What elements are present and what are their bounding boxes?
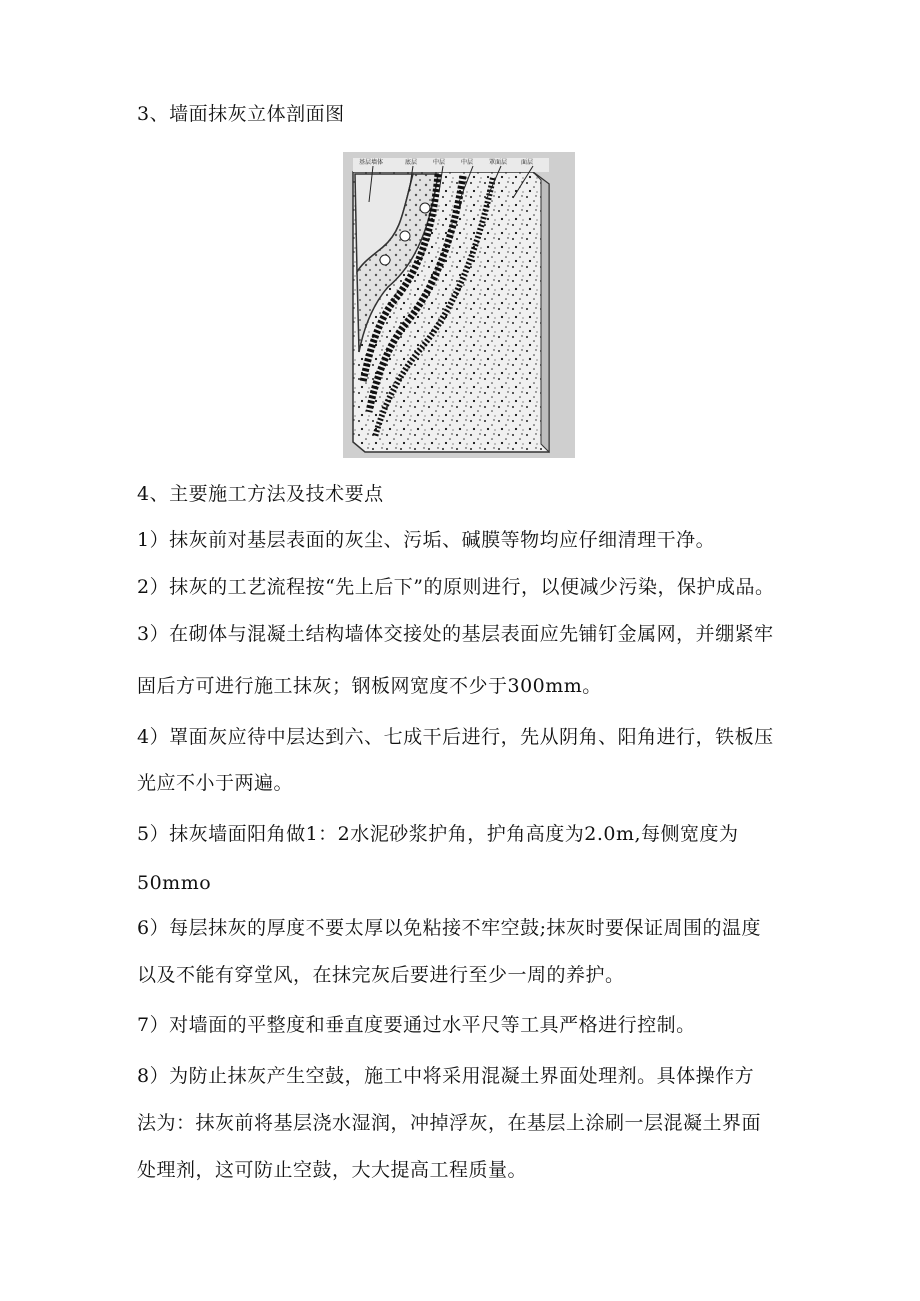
body-line: 以及不能有穿堂风，在抹完灰后要进行至少一周的养护。 <box>137 964 625 986</box>
body-line: 4）罩面灰应待中层达到六、七成干后进行，先从阴角、阳角进行，铁板压 <box>137 726 774 748</box>
body-line: 7）对墙面的平整度和垂直度要通过水平尺等工具严格进行控制。 <box>137 1014 696 1036</box>
plaster-section-figure <box>343 152 575 458</box>
figure-label-3: 中层 <box>433 159 446 166</box>
section-3-heading: 3、墙面抹灰立体剖面图 <box>137 103 345 125</box>
figure-label-2: 底层 <box>405 159 418 166</box>
body-line: 5）抹灰墙面阳角做1：2水泥砂浆护角，护角高度为2.0m,每侧宽度为 <box>137 823 739 845</box>
body-line: 法为：抹灰前将基层浇水湿润，冲掉浮灰，在基层上涂刷一层混凝土界面 <box>137 1112 762 1134</box>
body-line: 3）在砌体与混凝土结构墙体交接处的基层表面应先铺钉金属网，并绷紧牢 <box>137 623 774 645</box>
body-line: 固后方可进行施工抹灰；钢板网宽度不少于300mm。 <box>137 675 602 697</box>
figure-label-6: 面层 <box>521 159 534 166</box>
body-line: 光应不小于两遍。 <box>137 772 294 794</box>
body-line: 8）为防止抹灰产生空鼓，施工中将采用混凝土界面处理剂。具体操作方 <box>137 1065 755 1087</box>
body-line: 1）抹灰前对基层表面的灰尘、污垢、碱膜等物均应仔细清理干净。 <box>137 529 716 551</box>
figure-label-4: 中层 <box>461 159 474 166</box>
body-line: 6）每层抹灰的厚度不要太厚以免粘接不牢空鼓;抹灰时要保证周围的温度 <box>137 917 761 939</box>
section-4-heading: 4、主要施工方法及技术要点 <box>137 483 384 505</box>
figure-label-1: 基层墙体 <box>359 159 384 166</box>
figure-label-5: 罩面层 <box>489 159 508 166</box>
body-line: 处理剂，这可防止空鼓，大大提高工程质量。 <box>137 1159 528 1181</box>
wall-plaster-3d-section-image <box>343 152 575 458</box>
body-line: 2）抹灰的工艺流程按“先上后下”的原则进行，以便减少污染，保护成品。 <box>137 576 775 598</box>
body-line: 50mmo <box>137 872 212 894</box>
